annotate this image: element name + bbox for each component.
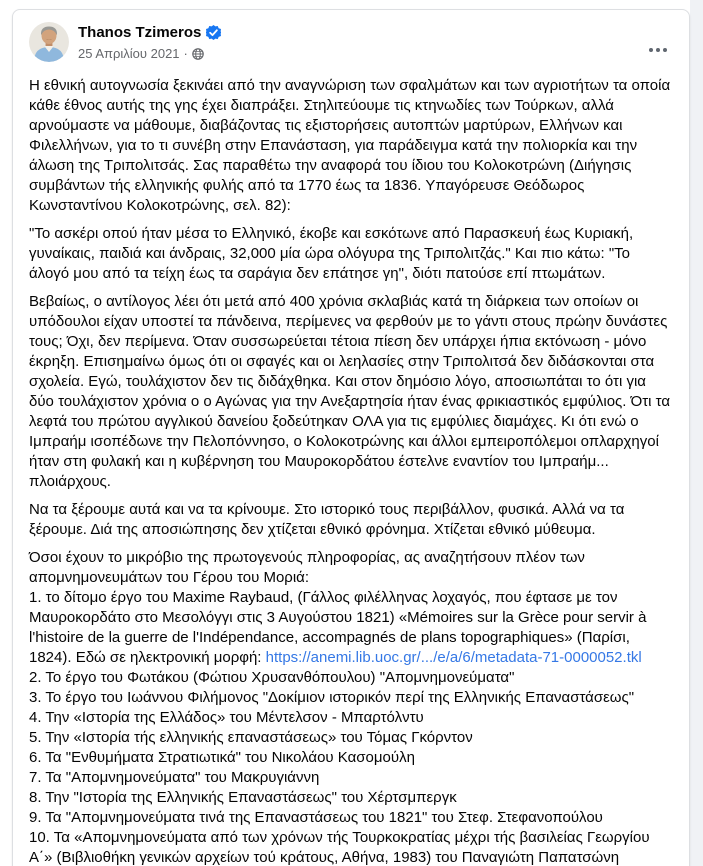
verified-badge-icon xyxy=(206,25,221,40)
list-item: 4. Την «Ιστορία της Ελλάδος» του Μέντελσον - Μπαρτόλντυ xyxy=(29,709,424,726)
anemi-library-link[interactable]: https://anemi.lib.uoc.gr/.../e/a/6/metadata-71-0000052.tkl xyxy=(265,649,642,666)
post-paragraph: Βεβαίως, ο αντίλογος λέει ότι μετά από 400 χρόνια σκλαβιάς κατά τη διάρκεια των οποίων οι υπόδουλοι είχαν υποστεί τα πάνδεινα, περίμενες να φερθούν με το γάντι στους πρώην δυνάστες τους; Όχι, δεν περίμενα. Όταν συσσωρεύεται τέτοια πίεση δεν υπάρχει ήπια εκτόνωση - μόνο έκρηξη. Επισημαίνω όμως ότι οι σφαγές και οι λεηλασίες στην Τριπολιτσά δεν διδάσκονται στα σχολεία. Εγώ, τουλάχιστον δεν τις διδάχθηκα. Και στον δημόσιο λόγο, αποσιωπάται το ότι για δύο τουλάχιστον χρόνια ο ο Αγώνας για την Ανεξαρτησία ήταν ένας φρικιαστικός εμφύλιος. Ότι τα λεφτά του πρώτου αγγλικού δανείου ξοδεύτηκαν ΟΛΑ για τις εμφύλιες διαμάχες. Κι ότι ενώ ο Ιμπραήμ ισοπέδωνε την Πελοπόννησο, ο Κολοκοτρώνης και άλλοι εμπειροπόλεμοι οπλαρχηγοί ήταν στη φυλακή και η κυβέρνηση του Μαυροκορδάτου έστελνε εναντίον του Ιμπραήμ... πλοιάρχους. xyxy=(29,293,671,490)
post-header xyxy=(13,10,689,63)
facebook-post-card xyxy=(12,9,690,866)
list-intro: Όσοι έχουν το μικρόβιο της πρωτογενούς πληροφορίας, ας αναζητήσουν πλέον των απομνημονευμάτων του Γέρου του Μοριά: xyxy=(29,549,585,586)
list-item: 7. Τα "Απομνημονεύματα" του Μακρυγιάννη xyxy=(29,769,320,786)
avatar[interactable] xyxy=(29,22,69,62)
page-background-strip xyxy=(690,0,703,866)
post-timestamp[interactable] xyxy=(78,46,221,61)
author-name[interactable]: Thanos Tzimeros xyxy=(78,24,202,41)
post-content xyxy=(13,63,689,866)
list-item: 6. Τα "Ενθυμήματα Στρατιωτικά" του Νικολάου Κασομούλη xyxy=(29,749,415,766)
meta-separator: · xyxy=(183,46,188,61)
list-item-1-text: 1. το δίτομο έργο του Maxime Raybaud, (Γάλλος φιλέλληνας λοχαγός, που έφτασε με τον Μαυροκορδάτο στο Μεσολόγγι στις 3 Αυγούστου 1821) «Mémoires sur la Grèce pour servir à l'histoire de la guerre de l'Indépendance, accompagnés de plans topographiques» (Παρίσι, 1824). Εδώ σε ηλεκτρονική μορφή: xyxy=(29,589,647,666)
list-item: 5. Την «Ιστορία τής ελληνικής επαναστάσεως» του Τόμας Γκόρντον xyxy=(29,729,473,746)
post-source-list xyxy=(29,548,673,866)
more-options-button[interactable] xyxy=(643,32,673,63)
post-paragraph: "Το ασκέρι οπού ήταν μέσα το Ελληνικό, έκοβε και εσκότωνε από Παρασκευή έως Κυριακή, γυναίκαις, παιδιά και άνδραις, 32,000 μία ώρα ολόγυρα της Τριπολιτζάς." Και πιο κάτω: "Το άλογό μου από τα τείχη έως τα σαράγια δεν επάτησε γη", διότι πατούσε επί πτωμάτων. xyxy=(29,225,634,282)
author-name-row xyxy=(78,23,221,42)
list-item-1 xyxy=(29,588,673,668)
ellipsis-icon xyxy=(649,48,667,52)
list-item: 8. Την "Ιστορία της Ελληνικής Επαναστάσεως" του Χέρτσμπεργκ xyxy=(29,789,457,806)
post-header-text xyxy=(78,22,221,61)
list-item: 10. Τα «Απομνημονεύματα από των χρόνων τής Τουρκοκρατίας μέχρι τής βασιλείας Γεωργίου Α΄» (Βιβλιοθήκη γενικών αρχείων τού κράτους, Αθήνα, 1983) του Παναγιώτη Παπατσώνη xyxy=(29,829,650,866)
person-avatar-image xyxy=(29,22,69,62)
list-item: 9. Τα "Απομνημονεύματα τινά της Επαναστάσεως του 1821" του Στεφ. Στεφανοπούλου xyxy=(29,809,603,826)
globe-icon xyxy=(192,48,204,60)
post-paragraph: Η εθνική αυτογνωσία ξεκινάει από την αναγνώριση των σφαλμάτων και των αγριοτήτων τα οποία κάθε έθνος αυτής της γης έχει διαπράξει. Στηλιτεύουμε τις κτηνωδίες των Τούρκων, αλλά αρνούμαστε να μάθουμε, διαβάζοντας τις εξιστορήσεις αυτοπτών μαρτύρων, Ελλήνων και Φιλελλήνων, για το τι συνέβη στην Επανάσταση, για παράδειγμα κατά την πολιορκία και την άλωση της Τριπολιτσάς. Σας παραθέτω την αναφορά του ίδιου του Κολοκοτρώνη (Διήγησις συμβάντων τής ελληνικής φυλής από τα 1770 έως τα 1836. Υπαγόρευσε Θεόδωρος Κωνσταντίνου Κολοκοτρώνης, σελ. 82): xyxy=(29,77,671,214)
post-date[interactable]: 25 Απριλίου 2021 xyxy=(78,46,180,61)
post-paragraph: Να τα ξέρουμε αυτά και να τα κρίνουμε. Στο ιστορικό τους περιβάλλον, φυσικά. Αλλά να τα ξέρουμε. Διά της αποσιώπησης δεν χτίζεται εθνικό φρόνημα. Χτίζεται εθνικό μύθευμα. xyxy=(29,501,625,538)
list-item: 2. Το έργο του Φωτάκου (Φώτιου Χρυσανθόπουλου) "Απομνημονεύματα" xyxy=(29,669,515,686)
list-item: 3. Το έργο του Ιωάννου Φιλήμονος "Δοκίμιον ιστορικόν περί της Ελληνικής Επαναστάσεως" xyxy=(29,689,635,706)
